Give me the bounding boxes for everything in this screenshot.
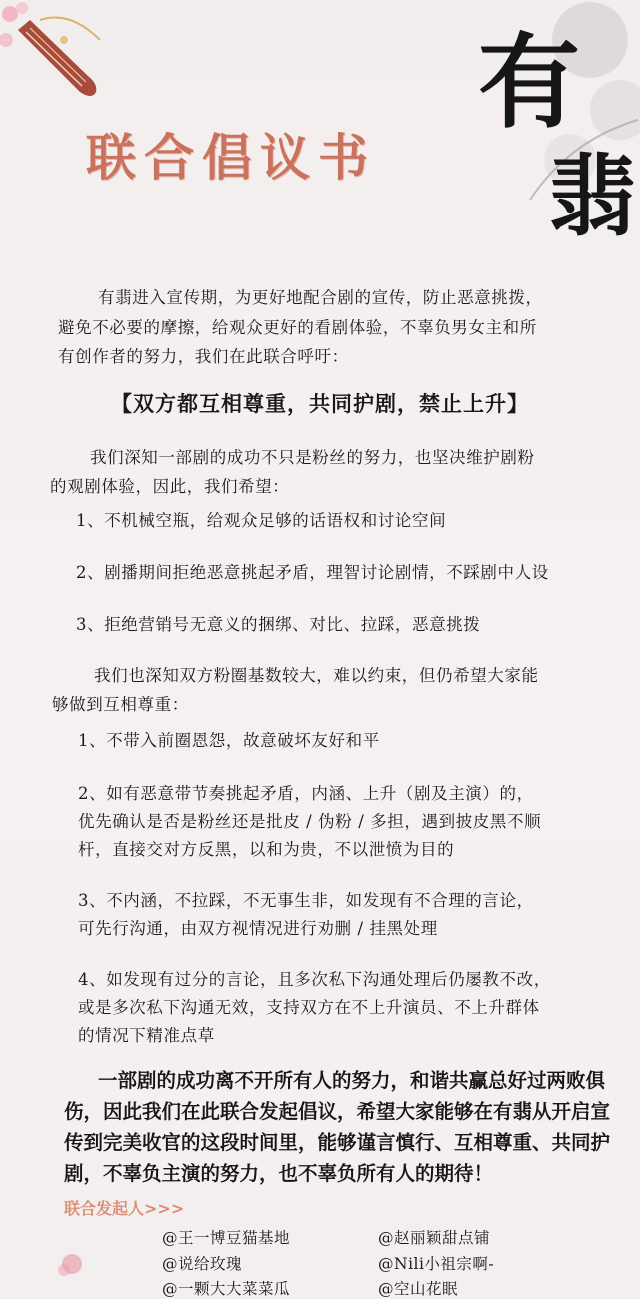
para-line: 我们深知一部剧的成功不只是粉丝的努力，也坚决维护剧粉 <box>90 448 535 467</box>
rule-item: 2、如有恶意带节奏挑起矛盾，内涵、上升（剧及主演）的， <box>78 784 534 803</box>
page-title: 联合倡议书 <box>86 129 376 187</box>
rule-item: 1、不带入前圈恩怨，故意破坏友好和平 <box>78 731 380 750</box>
intro-line: 有创作者的努力，我们在此联合呼吁： <box>58 347 349 366</box>
closing-line: 剧，不辜负主演的努力，也不辜负所有人的期待！ <box>64 1162 494 1185</box>
signer: @赵丽颖甜点铺 <box>378 1229 491 1247</box>
intro-line: 有翡进入宣传期，为更好地配合剧的宣传，防止恶意挑拨， <box>98 288 543 307</box>
hope-item: 2、剧播期间拒绝恶意挑起矛盾，理智讨论剧情，不踩剧中人设 <box>76 563 549 582</box>
rule-item: 优先确认是否是粉丝还是批皮 / 伪粉 / 多担，遇到披皮黑不顺 <box>78 812 542 831</box>
petal-decoration <box>52 1244 92 1284</box>
signer: @空山花眠 <box>378 1280 459 1298</box>
signer: @Nili小祖宗啊- <box>378 1255 495 1273</box>
signer: @王一博豆猫基地 <box>162 1229 291 1247</box>
signers-title: 联合发起人>>> <box>64 1199 185 1218</box>
rule-item: 或是多次私下沟通无效，支持双方在不上升演员、不上升群体 <box>78 998 540 1017</box>
closing-line: 伤，因此我们在此联合发起倡议，希望大家能够在有翡从开启宣 <box>64 1100 611 1123</box>
calligraphy-you: 有 <box>478 23 580 143</box>
rule-item: 的情况下精准点草 <box>78 1026 215 1045</box>
hope-item: 1、不机械空瓶，给观众足够的话语权和讨论空间 <box>76 511 447 530</box>
slogan: 【双方都互相尊重，共同护剧，禁止上升】 <box>111 392 529 416</box>
hope-item: 3、拒绝营销号无意义的捆绑、对比、拉踩，恶意挑拨 <box>76 615 481 634</box>
para-line: 的观剧体验，因此，我们希望： <box>50 477 290 496</box>
para-line: 够做到互相尊重： <box>52 695 189 714</box>
signer: @一颗大大菜菜瓜 <box>162 1280 291 1298</box>
rule-item: 3、不内涵，不拉踩，不无事生非，如发现有不合理的言论， <box>78 891 534 910</box>
para-line: 我们也深知双方粉圈基数较大，难以约束，但仍希望大家能 <box>94 666 539 685</box>
rule-item: 4、如发现有过分的言论，且多次私下沟通处理后仍屡教不改， <box>78 970 551 989</box>
closing-line: 传到完美收官的这段时间里，能够谨言慎行、互相尊重、共同护 <box>64 1131 611 1154</box>
rule-item: 杆，直接交对方反黑，以和为贵，不以泄愤为目的 <box>78 840 455 859</box>
intro-line: 避免不必要的摩擦，给观众更好的看剧体验，不辜负男女主和所 <box>58 318 537 337</box>
closing-line: 一部剧的成功离不开所有人的努力，和谐共赢总好过两败俱 <box>98 1069 606 1092</box>
signer: @说给玫瑰 <box>162 1255 243 1273</box>
guqin-decoration <box>0 0 120 120</box>
rule-item: 可先行沟通，由双方视情况进行劝删 / 挂黑处理 <box>78 919 438 938</box>
calligraphy-fei: 翡 <box>548 144 637 248</box>
